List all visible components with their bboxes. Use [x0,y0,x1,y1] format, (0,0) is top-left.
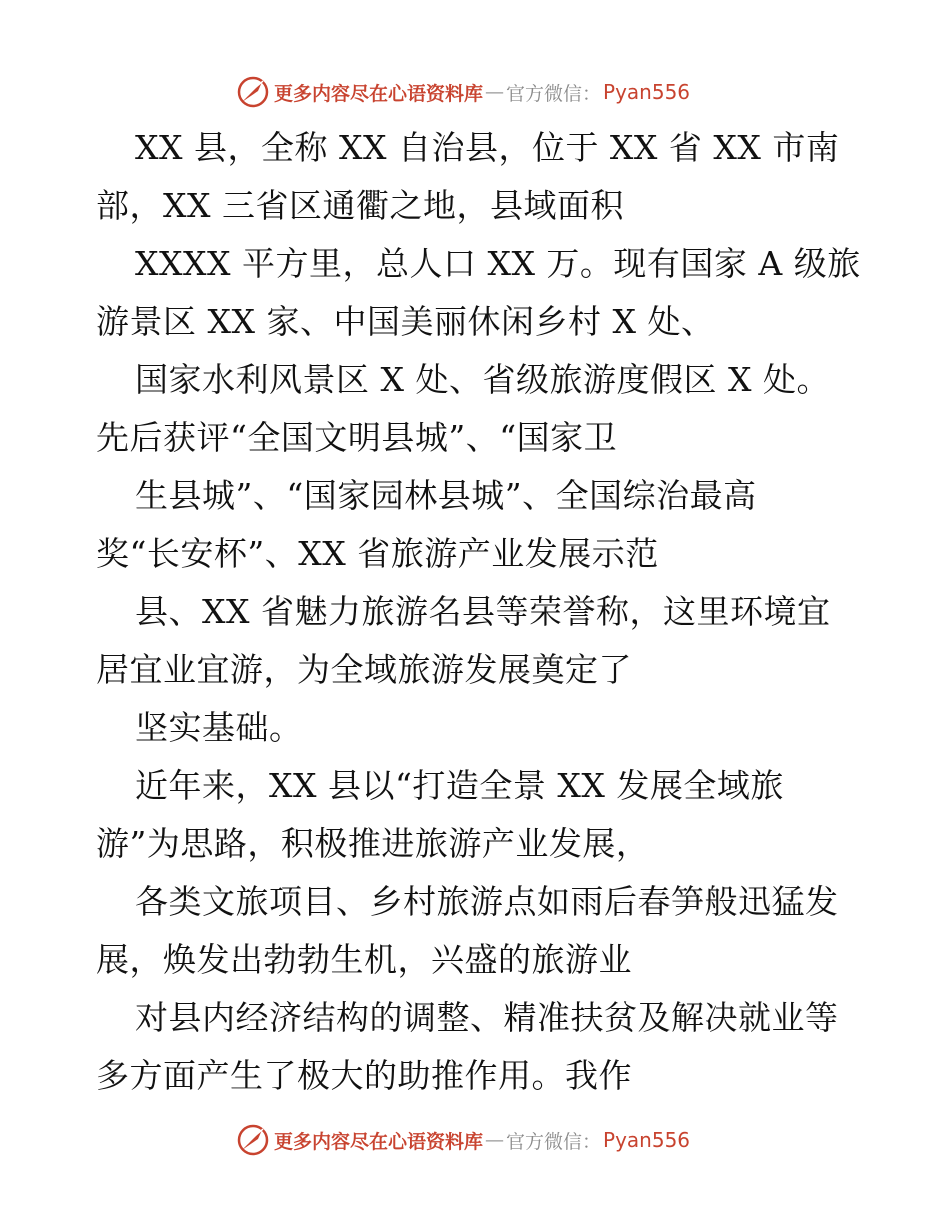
body-line: 部，XX 三省区通衢之地，县域面积 [96,186,624,225]
body-line: 奖“长安杯”、XX 省旅游产业发展示范 [96,534,659,573]
watermark-account-label: 官方微信： [506,1130,602,1153]
body-line: 近年来，XX 县以“打造全景 XX 发展全域旅 [135,766,784,805]
watermark-account-id: Pyan556 [603,1128,691,1152]
body-line: 县、XX 省魅力旅游名县等荣誉称，这里环境宜 [135,592,831,631]
body-line: 先后获评“全国文明县城”、“国家卫 [96,418,618,457]
watermark-promo-text: 更多内容尽在心语资料库 [274,1130,484,1153]
watermark-account-label: 官方微信： [506,82,602,105]
watermark-separator: — [485,81,505,103]
body-line: 展，焕发出勃勃生机，兴盛的旅游业 [96,940,632,979]
body-line: XXXX 平方里，总人口 XX 万。现有国家 A 级旅 [135,244,861,283]
quill-logo-icon [236,1123,270,1157]
body-line: 游景区 XX 家、中国美丽休闲乡村 X 处、 [96,302,715,341]
watermark-separator: — [485,1129,505,1151]
body-line: 各类文旅项目、乡村旅游点如雨后春笋般迅猛发 [135,882,839,921]
body-line: 坚实基础。 [135,708,303,747]
footer-watermark-content [236,1120,690,1160]
body-line: 对县内经济结构的调整、精准扶贫及解决就业等 [135,998,839,1037]
watermark-promo-text: 更多内容尽在心语资料库 [274,82,484,105]
watermark-account-id: Pyan556 [603,80,691,104]
footer-watermark-banner [0,1120,950,1160]
body-line: 游”为思路，积极推进旅游产业发展， [96,824,650,863]
body-line: 多方面产生了极大的助推作用。我作 [96,1056,632,1095]
body-line: 生县城”、“国家园林县城”、全国综治最高 [135,476,757,515]
body-line: XX 县，全称 XX 自治县，位于 XX 省 XX 市南 [135,128,840,167]
body-line: 国家水利风景区 X 处、省级旅游度假区 X 处。 [135,360,830,399]
body-line: 居宜业宜游，为全域旅游发展奠定了 [96,650,632,689]
